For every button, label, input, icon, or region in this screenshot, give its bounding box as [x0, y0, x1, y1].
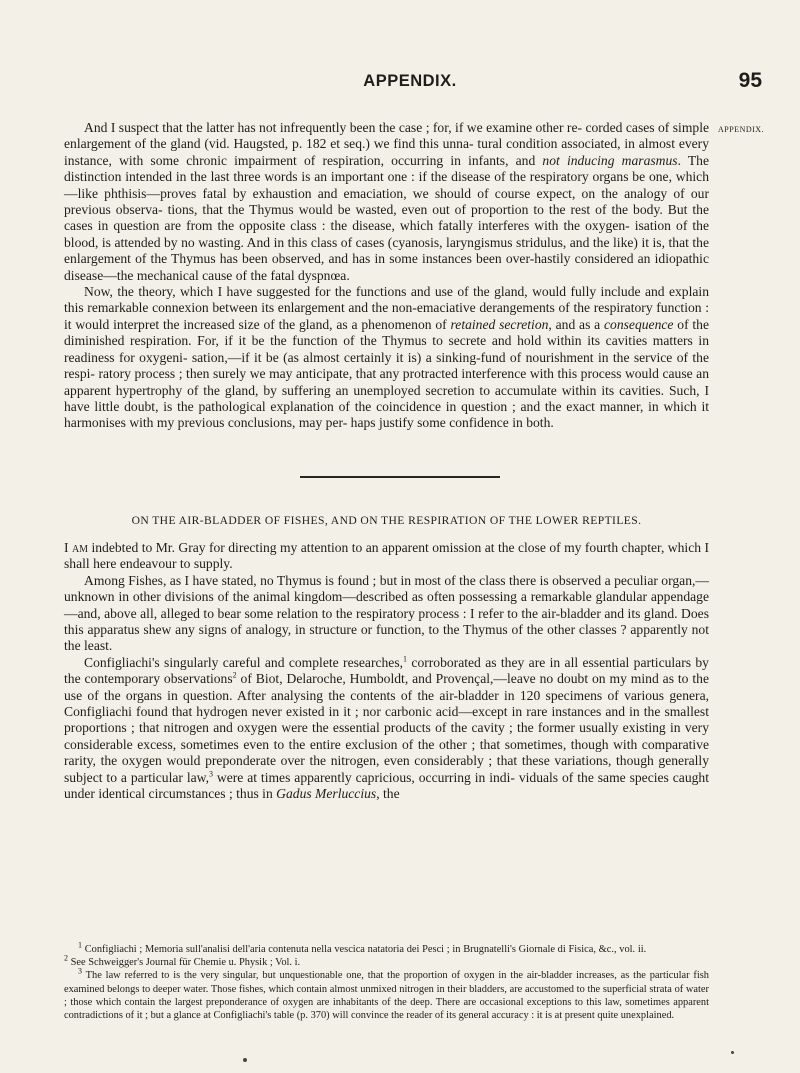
paragraph-text: Configliachi's singularly careful and complete researches,$^1$ corroborated as they are in all essential particulars by the contemporary observations$^2$ of Biot, Delaroche, Humboldt, and Provençal,—leave no doubt on my mind as to the use of the organs in question. After analysing the contents of the air-bladder in 120 specimens of various genera, Configliachi found that hydrogen never existed in it ; nor carbonic acid—except in rare instances and in the smallest proportions ; that nitrogen and oxygen were the essential products of the cavity ; the former usually existing in very considerable excess, sometimes even to the entire exclusion of the other ; that sometimes, though with comparative rarity, the oxygen would preponderate over the nitrogen, even considerably ; that these variations, though generally subject to a particular law,$^3$ were at times apparently capricious, occurring in indi- viduals of the same species caught under identical circumstances ; thus in Gadus Merluccius, the	[64, 654, 710, 802]
section-divider	[300, 476, 500, 478]
footnote-1: $^1$ Configliachi ; Memoria sull'analisi dell'aria contenuta nella vescica natatoria dei Pesci ; in Brugnatelli's Giornale di Fisica, &c., vol. ii. $^2$ See Schweigger's Journal für Chemie u. Physik ; Vol. i.	[64, 940, 647, 969]
ink-speck	[731, 1051, 734, 1054]
italic-phrase: retained secretion	[450, 316, 549, 332]
footnote-ref: 3	[208, 769, 213, 779]
section-heading: ON THE AIR-BLADDER OF FISHES, AND ON THE RESPIRATION OF THE LOWER REPTILES.	[131, 514, 642, 527]
thymus-paragraph	[64, 120, 709, 432]
page-number: 95	[738, 69, 762, 92]
footnote-2: See Schweigger's Journal für Chemie u. Physik ; Vol. i.	[68, 957, 301, 969]
paragraph-text: And I suspect that the latter has not infrequently been the case ; for, if we examine other re- corded cases of simple enlargement of the gland (vid. Haugsted, p. 182 et seq.) we find this unna- tural condition associated, in almost every instance, with some chronic impairment of respiration, occurring in infants, and not inducing marasmus. The distinction intended in the last three words is an important one : if the disease of the respiratory organs be one, which—like phthisis—proves fatal by exhaustion and emaciation, we should of course expect, on the analogy of our previous observa- tions, that the Thymus would be wasted, even out of proportion to the rest of the body. But the cases in question are from the opposite class : the disease, which fatally interferes with the oxygen- isation of the blood, is attended by no wasting. And in this class of cases (cyanosis, laryngismus stridulus, and the like) it is, that the enlargement of the Thymus has been observed, and has in some instances been over-hastily considered an idiopathic disease—the mechanical cause of the fatal dyspnœa.	[64, 120, 710, 283]
footnote-ref: 2	[232, 670, 237, 680]
opening-small-caps: I am	[64, 540, 89, 555]
footnotes	[64, 940, 709, 1022]
paragraph-text: Among Fishes, as I have stated, no Thymus is found ; but in most of the class there is observed a peculiar organ,—unknown in other divisions of the animal kingdom—described as often possessing a remarkable glandular appendage—and, above all, alleged to bear some relation to the respiratory process : I refer to the air-bladder and its gland. Does this apparatus shew any signs of analogy, in structure or function, to the Thymus of the other classes ? apparently not the least.	[64, 572, 710, 654]
footnote-3: $^3$ The law referred to is the very singular, but unquestionable one, that the proportion of oxygen in the air-bladder increases, as the particular fish examined belongs to deeper water. Those fishes, which contain almost unmixed nitrogen in their bladders, are accustomed to the superficial strata of water ; those which contain the largest preponderance of oxygen are inhabitants of the deep. There are occasional exceptions to this law, sometimes apparent contradictions of it ; but a glance at Configliachi's table (p. 370) will convince the reader of its general accuracy : it is at present quite unexplained.	[64, 966, 709, 1022]
paragraph-text: I am indebted to Mr. Gray for directing my attention to an apparent omission at the close of my fourth chapter, which I shall here endeavour to supply.	[64, 540, 709, 572]
ink-speck	[243, 1058, 247, 1062]
page-header	[60, 69, 762, 102]
italic-phrase: not inducing marasmus	[542, 152, 678, 168]
air-bladder-paragraph	[64, 540, 709, 803]
margin-note: APPENDIX.	[718, 125, 765, 134]
running-head: APPENDIX.	[363, 72, 457, 90]
footnote-ref: 1	[403, 654, 408, 664]
species-name: Gadus Merluccius	[276, 786, 377, 802]
italic-phrase: consequence	[604, 316, 674, 332]
paragraph-text: Now, the theory, which I have suggested for the functions and use of the gland, would fully include and explain this remarkable connexion between its enlargement and the non-emaciative derangements of the respiratory function : it would interpret the increased size of the gland, as a phenomenon of retained secretion, and as a consequence of the diminished respiration. For, if it be the function of the Thymus to secrete and hold within its cavities matters in readiness for oxygeni- sation,—if it be (as almost certainly it is) a sinking-fund of nourishment in the service of the respi- ratory process ; then surely we may anticipate, that any protracted interference with this process would cause an apparent hypertrophy of the gland, by suffering an unemployed secretion to accumulate within its cavities. Such, I have little doubt, is the pathological explanation of the coincidence in question ; and the exact manner, in which it harmonises with my previous conclusions, may per- haps justify some confidence in both.	[64, 284, 710, 431]
